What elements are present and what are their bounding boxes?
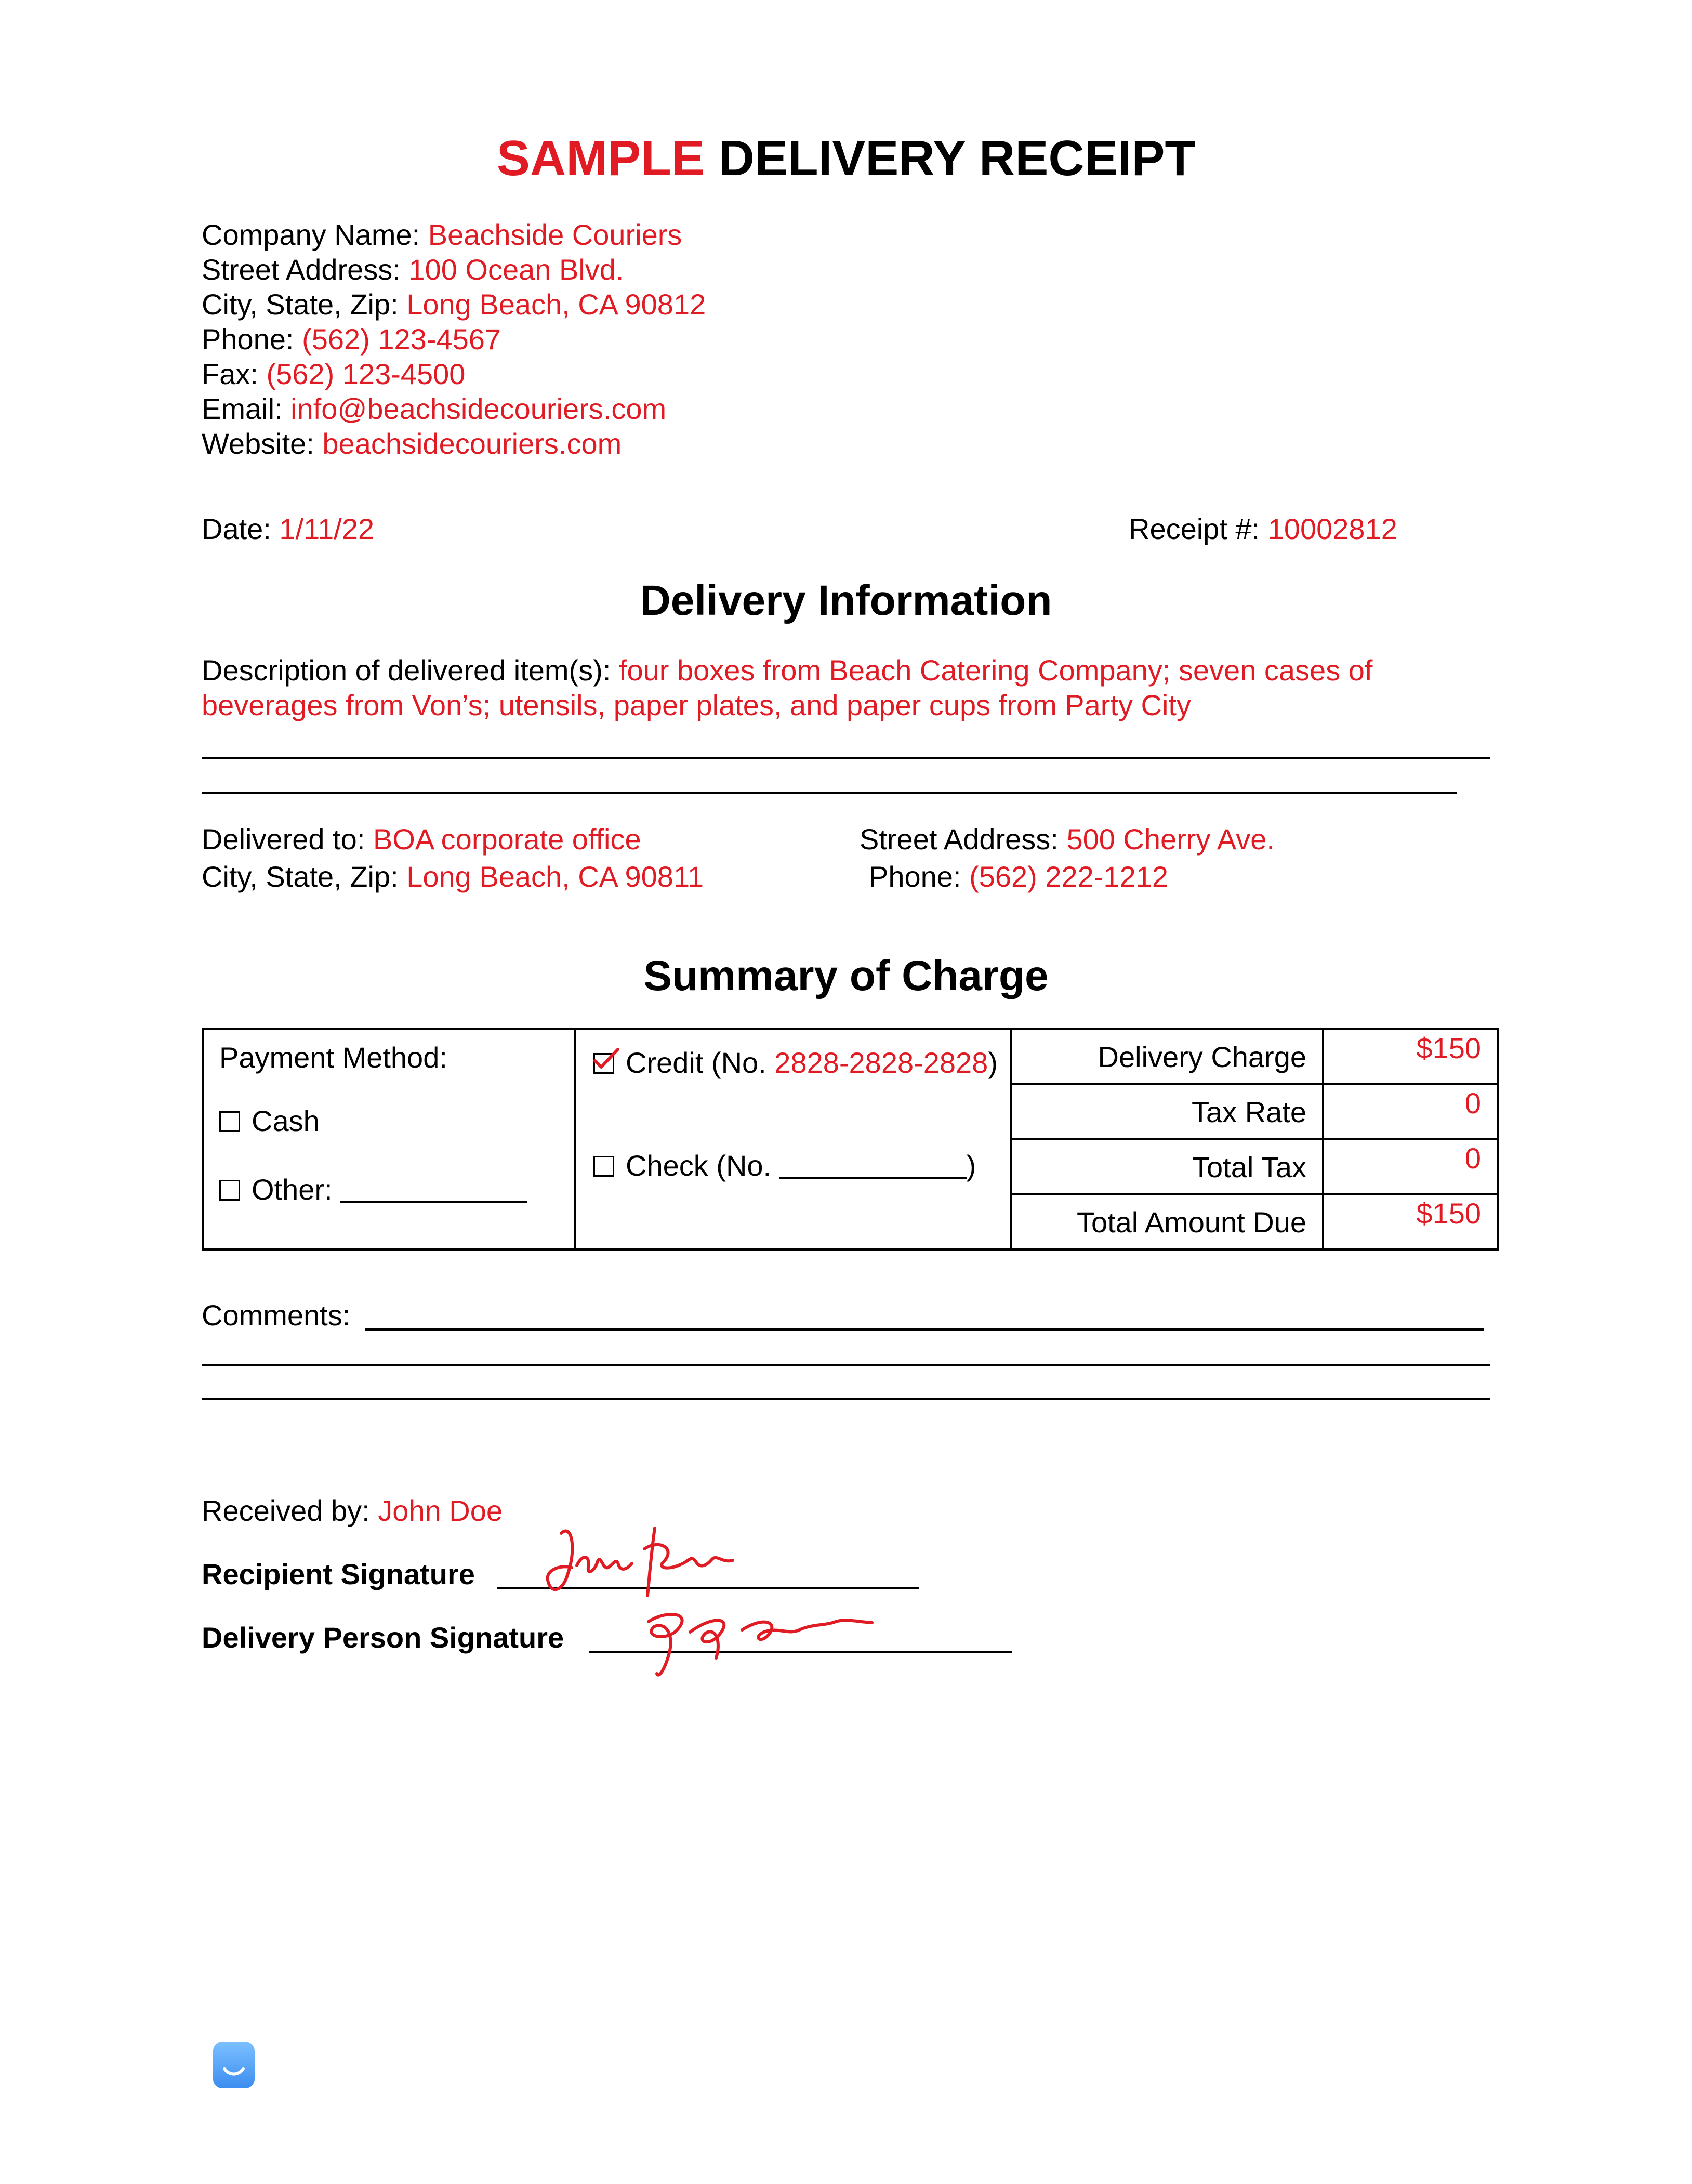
charges-table xyxy=(202,1028,1499,1251)
charge-label-cell: Total Tax xyxy=(1011,1139,1323,1194)
company-email-value[interactable]: info@beachsidecouriers.com xyxy=(290,392,667,425)
delivery-city-label: City, State, Zip: xyxy=(202,860,399,893)
delivered-to-value: BOA corporate office xyxy=(373,823,641,856)
checkbox-icon[interactable] xyxy=(219,1111,240,1132)
delivery-heading: Delivery Information xyxy=(640,577,1052,624)
check-blank[interactable] xyxy=(779,1151,967,1179)
received-by-value: John Doe xyxy=(378,1494,503,1527)
company-name-label: Company Name: xyxy=(202,218,420,251)
company-website-value[interactable]: beachsidecouriers.com xyxy=(322,427,622,460)
credit-label-prefix: Credit (No. xyxy=(626,1046,766,1079)
company-street-label: Street Address: xyxy=(202,253,401,286)
delivery-city-value: Long Beach, CA 90811 xyxy=(406,860,704,893)
company-info xyxy=(202,217,706,461)
description-line-1 xyxy=(202,757,1490,759)
title-sample: SAMPLE xyxy=(496,130,705,186)
receipt-number-value: 10002812 xyxy=(1267,512,1397,545)
check-mark-icon xyxy=(593,1047,620,1071)
checkbox-icon[interactable] xyxy=(593,1156,614,1177)
delivery-phone-row xyxy=(869,860,1168,894)
recipient-signature-label: Recipient Signature xyxy=(202,1558,475,1590)
delivery-description xyxy=(202,653,1501,722)
company-city-label: City, State, Zip: xyxy=(202,288,399,321)
comments-line-1[interactable] xyxy=(365,1328,1484,1331)
company-name-value: Beachside Couriers xyxy=(428,218,682,251)
date-label: Date: xyxy=(202,512,271,545)
company-email-row xyxy=(202,391,706,426)
date-row xyxy=(202,512,374,546)
company-street-value: 100 Ocean Blvd. xyxy=(408,253,624,286)
charge-value-cell: 0 xyxy=(1323,1139,1498,1194)
delivery-phone-label: Phone: xyxy=(869,860,961,893)
company-city-value: Long Beach, CA 90812 xyxy=(406,288,706,321)
delivery-city-row xyxy=(202,860,704,894)
company-email-label: Email: xyxy=(202,392,283,425)
check-label-prefix: Check (No. xyxy=(626,1149,772,1182)
delivery-street-row xyxy=(860,822,1275,857)
charge-label-cell: Tax Rate xyxy=(1011,1084,1323,1139)
comments-line-3[interactable] xyxy=(202,1398,1490,1400)
charge-label-cell: Total Amount Due xyxy=(1011,1194,1323,1249)
company-website-row xyxy=(202,426,706,461)
other-option[interactable] xyxy=(219,1173,527,1207)
checkbox-icon[interactable] xyxy=(219,1180,240,1201)
receipt-number-row xyxy=(1129,512,1397,546)
payment-method-label: Payment Method: xyxy=(219,1041,447,1074)
cash-label: Cash xyxy=(252,1104,320,1137)
company-street-row xyxy=(202,252,706,287)
company-phone-row xyxy=(202,322,706,357)
date-value: 1/11/22 xyxy=(279,512,375,545)
delivery-phone-value: (562) 222-1212 xyxy=(969,860,1169,893)
app-logo-icon xyxy=(213,2042,255,2088)
other-blank[interactable] xyxy=(340,1175,527,1203)
company-name-row xyxy=(202,217,706,252)
delivery-street-label: Street Address: xyxy=(860,823,1059,856)
company-phone-value: (562) 123-4567 xyxy=(302,323,501,356)
check-label-suffix: ) xyxy=(966,1149,976,1182)
company-phone-label: Phone: xyxy=(202,323,294,356)
comments-label: Comments: xyxy=(202,1299,351,1332)
description-line-2 xyxy=(202,792,1457,794)
recipient-signature-image xyxy=(540,1518,759,1606)
credit-label-suffix: ) xyxy=(988,1046,998,1079)
description-label: Description of delivered item(s): xyxy=(202,654,611,687)
company-fax-label: Fax: xyxy=(202,358,258,390)
charge-value-cell: $150 xyxy=(1323,1029,1498,1084)
description-value: four boxes from Beach Catering Company; seven cases of beverages from Von’s; utensils, paper plates, and paper cups from Party City xyxy=(202,654,1373,721)
company-fax-row xyxy=(202,357,706,391)
credit-option[interactable] xyxy=(593,1044,999,1082)
other-label: Other: xyxy=(252,1173,333,1206)
company-city-row xyxy=(202,287,706,322)
title-rest: DELIVERY RECEIPT xyxy=(718,130,1196,186)
charge-label-cell: Delivery Charge xyxy=(1011,1029,1323,1084)
cash-option[interactable] xyxy=(219,1104,320,1138)
credit-number: 2828-2828-2828 xyxy=(774,1046,988,1079)
charge-value-cell: $150 xyxy=(1323,1194,1498,1249)
delivered-to-label: Delivered to: xyxy=(202,823,365,856)
payment-method-cell xyxy=(203,1029,575,1249)
delivered-to-row xyxy=(202,822,641,857)
company-fax-value: (562) 123-4500 xyxy=(266,358,466,390)
comments-line-2[interactable] xyxy=(202,1364,1490,1366)
page-title xyxy=(0,130,1692,187)
company-website-label: Website: xyxy=(202,427,314,460)
checkbox-icon[interactable] xyxy=(593,1053,614,1074)
delivery-person-signature-label: Delivery Person Signature xyxy=(202,1621,564,1654)
charge-value-cell: 0 xyxy=(1323,1084,1498,1139)
smile-icon xyxy=(213,2042,255,2088)
summary-heading: Summary of Charge xyxy=(643,952,1049,999)
delivery-street-value: 500 Cherry Ave. xyxy=(1066,823,1275,856)
check-option[interactable] xyxy=(593,1149,976,1183)
delivery-person-signature-image xyxy=(633,1601,882,1684)
received-by-label: Received by: xyxy=(202,1494,370,1527)
received-by-row xyxy=(202,1494,503,1528)
receipt-number-label: Receipt #: xyxy=(1129,512,1260,545)
card-check-cell xyxy=(575,1029,1011,1249)
